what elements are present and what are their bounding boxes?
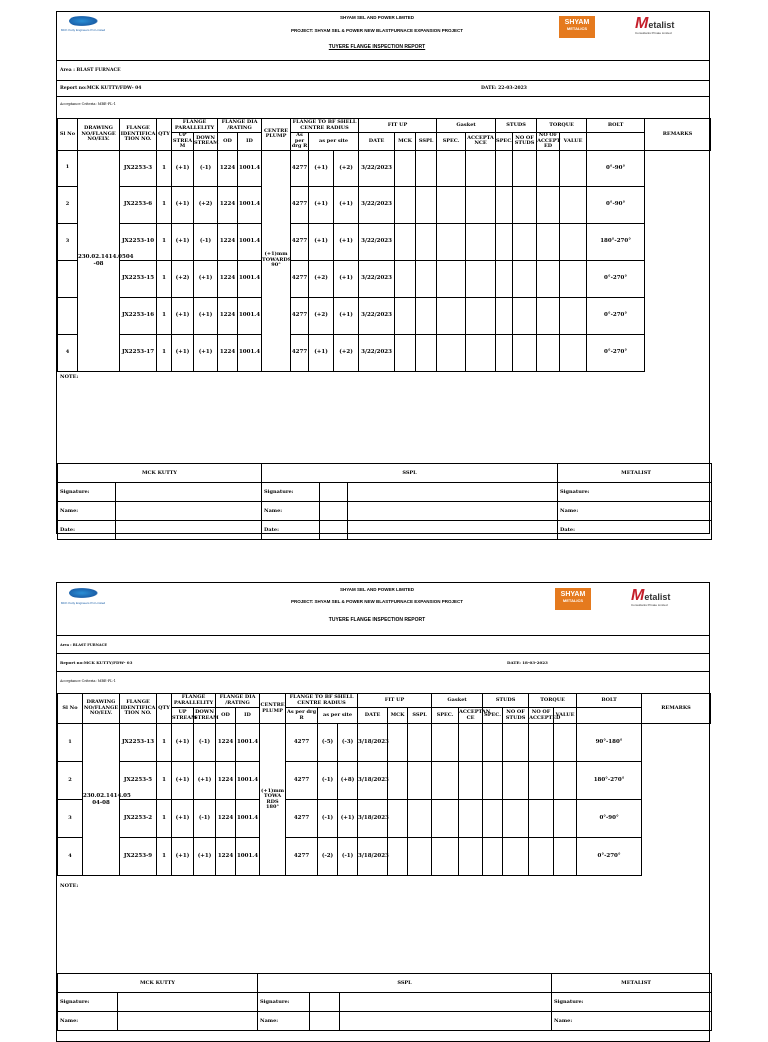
cell-flange: JX2253-15: [120, 260, 157, 297]
col-sspl: SSPL: [416, 133, 437, 151]
date-field[interactable]: [348, 521, 558, 540]
company-name: SHYAM SEL AND POWER LIMITED: [339, 587, 415, 592]
name-label: Name:: [258, 1012, 310, 1031]
col-studs: STUDS: [483, 694, 529, 708]
cell-site1: (+1): [309, 334, 334, 371]
metalist-m-icon: M: [631, 587, 645, 604]
name-label: Name:: [58, 1012, 118, 1031]
col-asper-drg: [291, 133, 309, 151]
name-field[interactable]: [116, 502, 262, 521]
acceptance-criteria: Acceptance Criteria: MBE-FL-1: [60, 102, 116, 106]
col-no-studs: NO OF STUDS: [503, 708, 529, 724]
area-label: Area : BLAST FURNACE: [60, 643, 108, 647]
report-title: TUYERE FLANGE INSPECTION REPORT: [328, 44, 426, 50]
shyam-logo-sub: METALICS: [562, 598, 584, 603]
acceptance-criteria: Acceptance Criteria: MBE-FL-1: [60, 679, 116, 683]
cell-sl: 4: [58, 334, 78, 371]
party-metalist: METALIST: [552, 974, 712, 993]
col-bolt-sub: [587, 133, 645, 151]
date-field[interactable]: [116, 521, 262, 540]
signature-field[interactable]: [340, 993, 552, 1012]
cell-up: (+1): [172, 800, 194, 838]
signature-label: Signature:: [58, 993, 118, 1012]
col-sspl: SSPL: [408, 708, 432, 724]
metalist-m-icon: M: [635, 15, 649, 32]
cell-id: 1001.4: [238, 150, 262, 186]
cell-plumb: (+1)mm TOWA RDS 180°: [260, 724, 286, 876]
name-field[interactable]: [348, 502, 558, 521]
cell-drg: 4277: [286, 838, 318, 876]
cell-site1: (-1): [318, 800, 338, 838]
r-label: R: [303, 143, 308, 149]
signature-label: Signature:: [58, 483, 116, 502]
name-label: Name:: [552, 1012, 712, 1031]
cell-site2: (+1): [334, 260, 359, 297]
cell-sl: 3: [58, 223, 78, 260]
cell-date: 3/22/2023: [359, 260, 395, 297]
col-asper-site: as per site: [318, 708, 358, 724]
signature-field[interactable]: [320, 483, 348, 502]
cell-remarks: 0°-90°: [587, 150, 645, 186]
table-row: [58, 724, 711, 762]
col-asper-drg: [286, 708, 318, 724]
cell-date: 3/22/2023: [359, 186, 395, 223]
cell-sl: 1: [58, 150, 78, 186]
cell-site1: (+1): [309, 223, 334, 260]
col-acceptance: ACCEPTA NCE: [466, 133, 496, 151]
cell-od: 1224: [216, 838, 236, 876]
signature-field[interactable]: [310, 993, 340, 1012]
cell-drg: 4277: [286, 800, 318, 838]
cell-od: 1224: [216, 800, 236, 838]
cell-site1: (+2): [309, 297, 334, 334]
cell-site1: (+2): [309, 260, 334, 297]
cell-drg: 4277: [291, 150, 309, 186]
report-number: Report no:MCK KUTTY/FDW- 03: [60, 660, 133, 665]
col-qty: QTY: [157, 119, 172, 151]
metalist-logo: [631, 587, 701, 611]
signature-field[interactable]: [118, 993, 258, 1012]
cell-site1: (+1): [309, 150, 334, 186]
mck-kutty-logo-icon: [69, 587, 101, 599]
col-qty: QTY: [157, 694, 172, 724]
col-asper-site: as per site: [309, 133, 359, 151]
table-row: [58, 297, 711, 334]
col-torque: TORQUE: [537, 119, 587, 133]
cell-qty: 1: [157, 334, 172, 371]
cell-site2: (+1): [338, 800, 358, 838]
cell-drg: 4277: [291, 186, 309, 223]
shyam-metalics-logo: [555, 588, 591, 610]
cell-site1: (-5): [318, 724, 338, 762]
cell-qty: 1: [157, 800, 172, 838]
cell-up: (+1): [172, 223, 194, 260]
col-remarks: REMARKS: [645, 119, 711, 151]
name-label: Name:: [58, 502, 116, 521]
cell-qty: 1: [157, 297, 172, 334]
metalist-logo: [635, 15, 705, 39]
cell-sl: 1: [58, 724, 83, 762]
cell-remarks: 90°-180°: [577, 724, 642, 762]
area-label: Area : BLAST FURNACE: [60, 68, 121, 73]
cell-up: (+2): [172, 260, 194, 297]
cell-up: (+1): [172, 186, 194, 223]
cell-down: (-1): [194, 800, 216, 838]
report-title: TUYERE FLANGE INSPECTION REPORT: [328, 617, 426, 623]
cell-od: 1224: [216, 724, 236, 762]
cell-od: 1224: [218, 150, 238, 186]
cell-od: 1224: [218, 186, 238, 223]
col-flange-id: FLANGE IDENTIFICA TION NO.: [120, 119, 157, 151]
mck-kutty-logo-icon: [69, 15, 101, 27]
cell-up: (+1): [172, 762, 194, 800]
cell-remarks: 0°-270°: [587, 297, 645, 334]
signature-table: [57, 463, 712, 540]
col-plumb: CENTRE PLUMP: [262, 119, 291, 151]
cell-flange: JX2253-2: [120, 800, 157, 838]
cell-drg: 4277: [286, 762, 318, 800]
col-no-accepted: NO OF ACCEPTED: [529, 708, 554, 724]
col-dia: FLANGE DIA /RATING: [216, 694, 260, 708]
table-row: [58, 800, 711, 838]
col-bolt: BOLT: [577, 694, 642, 708]
signature-table: [57, 973, 712, 1031]
cell-flange: JX2253-10: [120, 223, 157, 260]
cell-remarks: 180°-270°: [587, 223, 645, 260]
cell-qty: 1: [157, 838, 172, 876]
cell-remarks: 0°-270°: [587, 334, 645, 371]
name-field[interactable]: [320, 502, 348, 521]
cell-sl: [58, 260, 78, 297]
table-row: [58, 334, 711, 371]
col-remarks: REMARKS: [642, 694, 711, 724]
col-od: OD: [218, 133, 238, 151]
col-gasket: Gasket: [437, 119, 496, 133]
col-bolt-sub: [577, 708, 642, 724]
col-no-accepted: NO OF ACCEPT ED: [537, 132, 561, 149]
table-row: [58, 223, 711, 260]
cell-down: (-1): [194, 150, 218, 186]
cell-qty: 1: [157, 150, 172, 186]
cell-site2: (+8): [338, 762, 358, 800]
note-label: NOTE:: [60, 883, 79, 889]
cell-qty: 1: [157, 186, 172, 223]
cell-sl: 4: [58, 838, 83, 876]
col-torque: TORQUE: [529, 694, 577, 708]
cell-sl: 3: [58, 800, 83, 838]
cell-flange: JX2253-9: [120, 838, 157, 876]
cell-flange: JX2253-6: [120, 186, 157, 223]
cell-id: 1001.4: [236, 724, 260, 762]
inspection-table: [57, 118, 711, 372]
inspection-report-sheet-2: [56, 582, 710, 1042]
cell-down: (+1): [194, 260, 218, 297]
signature-label: Signature:: [558, 483, 712, 502]
cell-down: (+1): [194, 297, 218, 334]
date-label: Date:: [58, 521, 116, 540]
cell-od: 1224: [218, 223, 238, 260]
cell-qty: 1: [157, 260, 172, 297]
cell-id: 1001.4: [238, 334, 262, 371]
shyam-metalics-logo: [559, 16, 595, 38]
name-label: Name:: [558, 502, 712, 521]
cell-drg: 4277: [286, 724, 318, 762]
shyam-logo-sub: METALICS: [566, 26, 588, 31]
cell-up: (+1): [172, 150, 194, 186]
project-name: PROJECT: SHYAM SEL & POWER NEW BLASTFURNACE EXPANSION PROJECT: [291, 28, 463, 33]
col-fitup: FIT UP: [359, 119, 437, 133]
cell-od: 1224: [216, 762, 236, 800]
cell-flange: JX2253-5: [120, 762, 157, 800]
cell-sl: [58, 297, 78, 334]
cell-up: (+1): [172, 297, 194, 334]
col-gasket-spec: SPEC.: [437, 133, 466, 151]
cell-id: 1001.4: [236, 838, 260, 876]
col-gasket-spec: SPEC.: [432, 708, 459, 724]
col-sl: Sl No: [58, 694, 83, 724]
asper-drg-label: As per drg: [286, 709, 317, 715]
cell-site2: (-3): [338, 724, 358, 762]
cell-drawing: 230.02.1414.0504 -08: [78, 150, 120, 371]
report-date: DATE: 18-03-2023: [507, 660, 548, 665]
cell-sl: 2: [58, 186, 78, 223]
col-down: DOWN STREAM: [194, 708, 216, 724]
cell-id: 1001.4: [238, 260, 262, 297]
col-radius: FLANGE TO BF SHELL CENTRE RADIUS: [291, 119, 359, 133]
cell-date: 3/22/2023: [359, 297, 395, 334]
cell-drg: 4277: [291, 260, 309, 297]
cell-down: (-1): [194, 724, 216, 762]
party-sspl: SSPL: [262, 464, 558, 483]
cell-site2: (+1): [334, 186, 359, 223]
metalist-logo-word: etalist: [648, 20, 675, 30]
cell-date: 3/18/2023: [358, 762, 388, 800]
col-mck: MCK: [395, 133, 416, 151]
cell-drawing: 230.02.1414.05 04-08: [83, 724, 120, 876]
cell-date: 3/18/2023: [358, 838, 388, 876]
col-studs-spec: SPEC.: [496, 133, 513, 151]
cell-drg: 4277: [291, 223, 309, 260]
cell-remarks: 0°-90°: [577, 800, 642, 838]
name-label: Name:: [262, 502, 320, 521]
cell-flange: JX2253-13: [120, 724, 157, 762]
col-bolt: BOLT: [587, 119, 645, 133]
cell-down: (+1): [194, 762, 216, 800]
col-id: ID: [236, 708, 260, 724]
cell-id: 1001.4: [238, 297, 262, 334]
r-label: R: [299, 714, 304, 721]
party-sspl: SSPL: [258, 974, 552, 993]
col-dia: FLANGE DIA /RATING: [218, 119, 262, 133]
cell-site1: (-1): [318, 762, 338, 800]
signature-label: Signature:: [258, 993, 310, 1012]
party-mck: MCK KUTTY: [58, 464, 262, 483]
date-label: Date:: [262, 521, 320, 540]
cell-flange: JX2253-17: [120, 334, 157, 371]
col-radius: FLANGE TO BF SHELL CENTRE RADIUS: [286, 694, 358, 708]
date-field[interactable]: [320, 521, 348, 540]
col-plumb: CENTRE PLUMP: [260, 694, 286, 724]
cell-date: 3/22/2023: [359, 334, 395, 371]
col-gasket: Gasket: [432, 694, 483, 708]
signature-label: Signature:: [262, 483, 320, 502]
shyam-logo-word: SHYAM: [564, 19, 590, 26]
col-drawing: DRAWING NO/FLANGE NO/ELV.: [83, 694, 120, 724]
cell-up: (+1): [172, 838, 194, 876]
signature-label: Signature:: [552, 993, 712, 1012]
metalist-logo-sub: Consultants Private Limited: [635, 31, 672, 35]
col-sl: Sl No: [58, 119, 78, 151]
table-row: [58, 838, 711, 876]
report-number: Report no:MCK KUTTY/FDW- 04: [60, 86, 142, 91]
signature-field[interactable]: [348, 483, 558, 502]
col-flange-id: FLANGE IDENTIFICA TION NO.: [120, 694, 157, 724]
cell-site2: (+1): [334, 223, 359, 260]
party-mck: MCK KUTTY: [58, 974, 258, 993]
party-metalist: METALIST: [558, 464, 712, 483]
table-row: [58, 762, 711, 800]
cell-qty: 1: [157, 724, 172, 762]
cell-site2: (+2): [334, 334, 359, 371]
cell-site1: (-2): [318, 838, 338, 876]
cell-drg: 4277: [291, 334, 309, 371]
col-fitup: FIT UP: [358, 694, 432, 708]
cell-drg: 4277: [291, 297, 309, 334]
cell-remarks: 0°-270°: [587, 260, 645, 297]
mck-logo-text: MCK Kutty Engineers Pvt Limited: [60, 601, 106, 605]
mck-logo-text: MCK Kutty Engineers Pvt Limited: [60, 28, 106, 32]
col-id: ID: [238, 133, 262, 151]
cell-up: (+1): [172, 724, 194, 762]
shyam-logo-word: SHYAM: [560, 591, 586, 598]
cell-date: 3/18/2023: [358, 800, 388, 838]
cell-id: 1001.4: [238, 223, 262, 260]
signature-field[interactable]: [116, 483, 262, 502]
cell-remarks: 0°-90°: [587, 186, 645, 223]
col-up: UP STREA M: [172, 132, 193, 149]
cell-id: 1001.4: [236, 800, 260, 838]
col-value: VALUE: [554, 708, 577, 724]
col-studs: STUDS: [496, 119, 537, 133]
col-date: DATE: [359, 133, 395, 151]
cell-down: (+1): [194, 334, 218, 371]
cell-date: 3/22/2023: [359, 150, 395, 186]
col-no-studs: NO OF STUDS: [513, 133, 537, 151]
col-date: DATE: [358, 708, 388, 724]
cell-down: (+2): [194, 186, 218, 223]
asper-drg-label: As per drg: [291, 132, 305, 149]
cell-site2: (+1): [334, 297, 359, 334]
name-field[interactable]: [310, 1012, 340, 1031]
cell-down: (+1): [194, 838, 216, 876]
table-row: [58, 186, 711, 223]
cell-plumb: (+1)mm TOWARDS 90°: [262, 150, 291, 371]
company-name: SHYAM SEL AND POWER LIMITED: [339, 15, 415, 20]
cell-id: 1001.4: [236, 762, 260, 800]
metalist-logo-word: etalist: [644, 592, 671, 602]
report-date: DATE: 22-03-2023: [481, 86, 527, 91]
col-od: OD: [216, 708, 236, 724]
cell-qty: 1: [157, 223, 172, 260]
cell-flange: JX2253-3: [120, 150, 157, 186]
cell-od: 1224: [218, 334, 238, 371]
cell-site2: (-1): [338, 838, 358, 876]
cell-od: 1224: [218, 260, 238, 297]
date-label: Date:: [558, 521, 712, 540]
metalist-logo-sub: Consultants Private Limited: [631, 603, 668, 607]
cell-od: 1224: [218, 297, 238, 334]
table-row: [58, 150, 711, 186]
col-parallelity: FLANGE PARALLELITY: [172, 694, 216, 708]
col-up: UP STREAM: [172, 708, 194, 724]
col-down: DOWN STREAM: [194, 133, 218, 151]
col-acceptance: ACCEPTAN CE: [459, 708, 483, 724]
cell-sl: 2: [58, 762, 83, 800]
table-row: [58, 260, 711, 297]
cell-remarks: 0°-270°: [577, 838, 642, 876]
col-parallelity: FLANGE PARALLELITY: [172, 119, 218, 133]
inspection-table: [57, 693, 711, 876]
col-mck: MCK: [388, 708, 408, 724]
name-field[interactable]: [340, 1012, 552, 1031]
col-drawing: DRAWING NO/FLANGE NO/ELV.: [78, 119, 120, 151]
inspection-report-sheet-1: [56, 11, 710, 534]
cell-site1: (+1): [309, 186, 334, 223]
project-name: PROJECT: SHYAM SEL & POWER NEW BLASTFURNACE EXPANSION PROJECT: [291, 599, 463, 604]
col-studs-spec: SPEC.: [483, 708, 503, 724]
name-field[interactable]: [118, 1012, 258, 1031]
cell-site2: (+2): [334, 150, 359, 186]
col-value: VALUE: [560, 133, 587, 151]
cell-down: (-1): [194, 223, 218, 260]
cell-remarks: 180°-270°: [577, 762, 642, 800]
cell-date: 3/22/2023: [359, 223, 395, 260]
cell-flange: JX2253-16: [120, 297, 157, 334]
cell-id: 1001.4: [238, 186, 262, 223]
cell-up: (+1): [172, 334, 194, 371]
cell-date: 3/18/2023: [358, 724, 388, 762]
cell-qty: 1: [157, 762, 172, 800]
note-label: NOTE:: [60, 374, 79, 380]
